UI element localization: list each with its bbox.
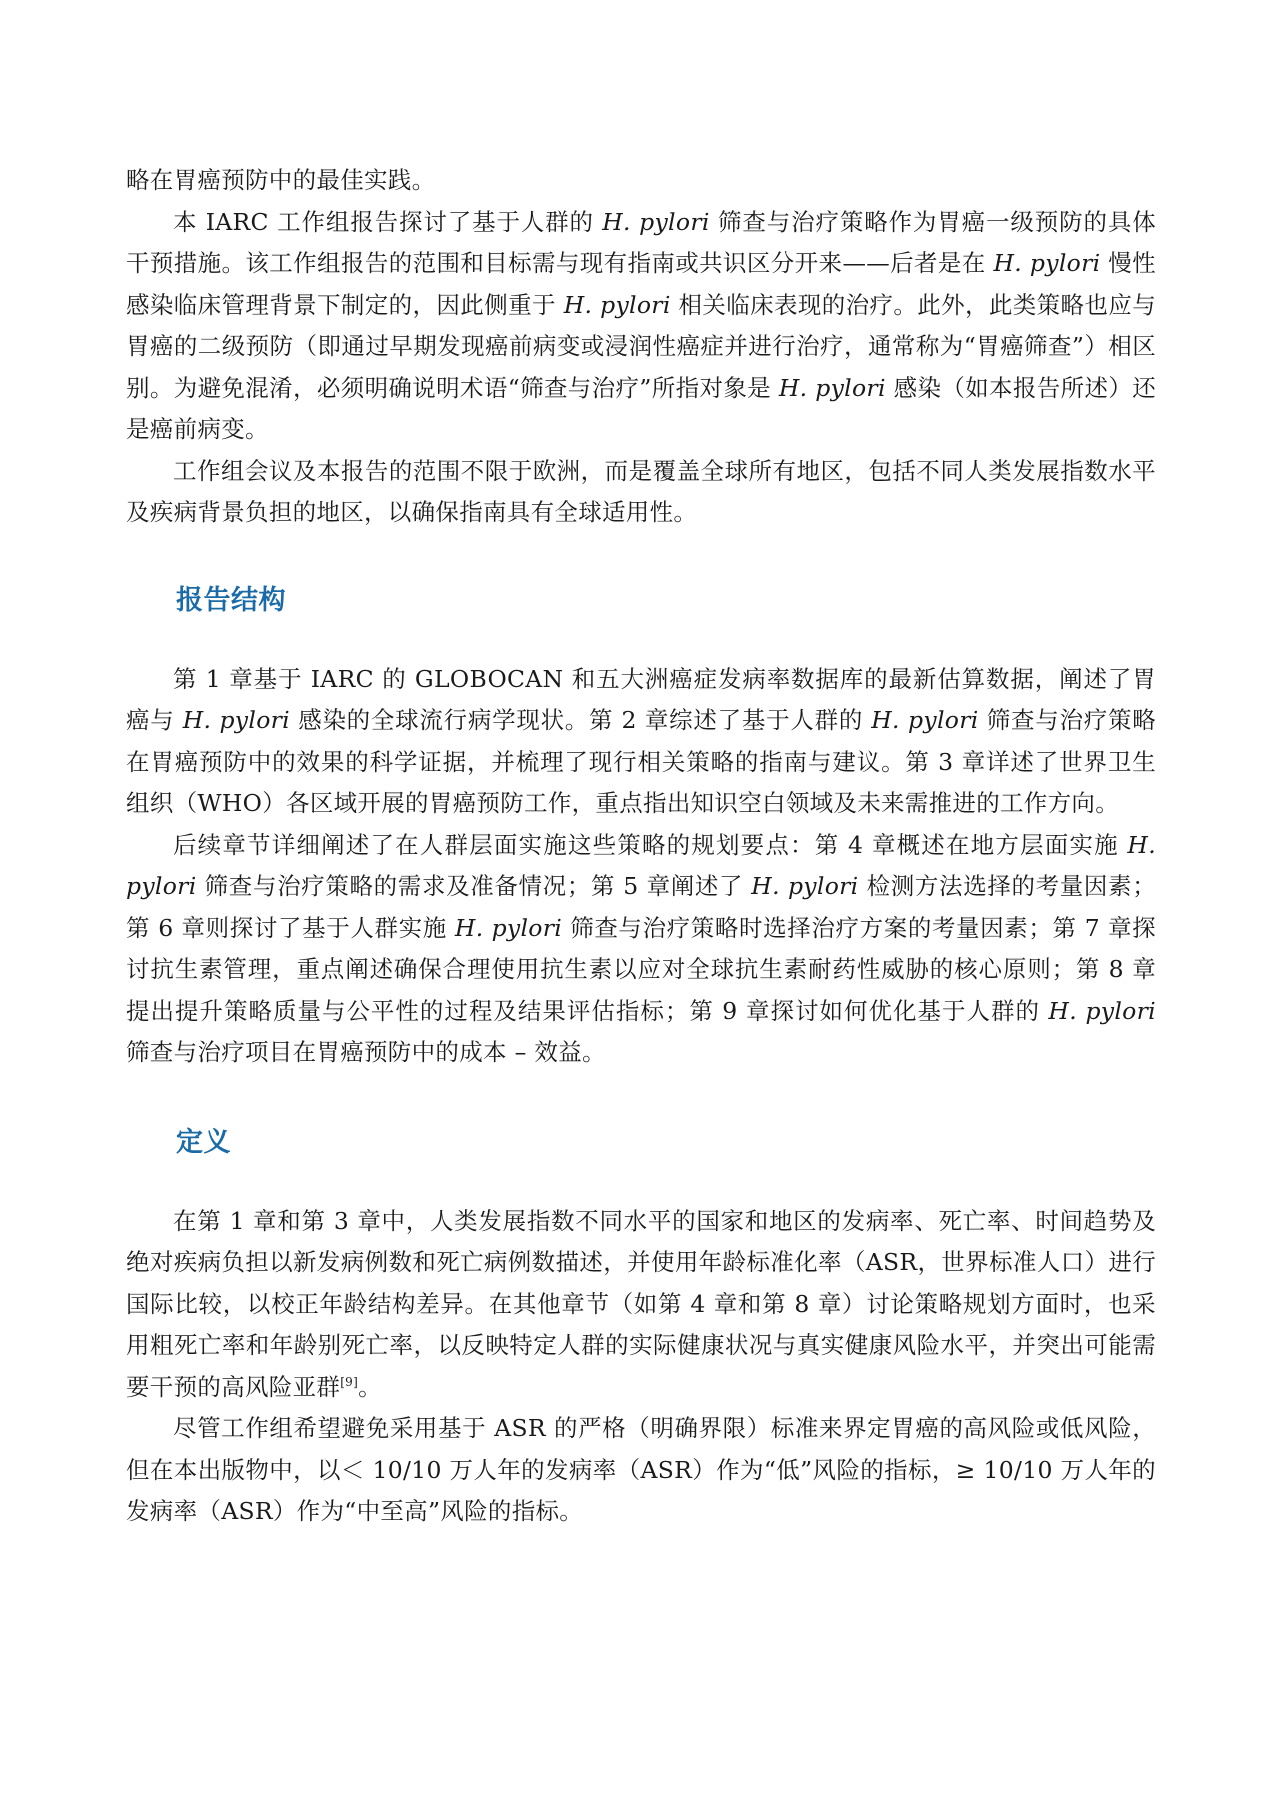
structure-paragraph-2 (126, 825, 1156, 1074)
species-name: H. pylori (602, 207, 710, 236)
document-page (126, 160, 1156, 1533)
text-run: 第 1 章基于 IARC 的 GLOBOCAN 和五大洲癌症发病率数据库的最新估算数据，阐述了胃癌与 (126, 664, 1156, 734)
species-name: H. pylori (563, 290, 671, 319)
text-run: 筛查与治疗项目在胃癌预防中的成本 – 效益。 (126, 1038, 606, 1066)
text-run: 筛查与治疗策略时选择治疗方案的考量因素；第 7 章探讨抗生素管理，重点阐述确保合理使用抗生素以应对全球抗生素耐药性威胁的核心原则；第 8 章提出提升策略质量与公平性的过程及结果评估指标；第 9 章探讨如何优化基于人群的 (126, 913, 1156, 1025)
text-run: 。 (358, 1372, 382, 1401)
text-run: 本 IARC 工作组报告探讨了基于人群的 (173, 207, 603, 236)
section-heading-definitions: 定义 (176, 1126, 231, 1158)
species-name: H. pylori (871, 706, 979, 734)
intro-paragraph-3: 工作组会议及本报告的范围不限于欧洲，而是覆盖全球所有地区，包括不同人类发展指数水平及疾病背景负担的地区，以确保指南具有全球适用性。 (126, 456, 1156, 526)
species-name: H. pylori (778, 373, 886, 402)
definitions-paragraph-2: 尽管工作组希望避免采用基于 ASR 的严格（明确界限）标准来界定胃癌的高风险或低风险，但在本出版物中，以＜ 10/10 万人年的发病率（ASR）作为“低”风险的指标，≥ 10/10 万人年的发病率（ASR）作为“中至高”风险的指标。 (126, 1414, 1156, 1525)
text-run: 感染的全球流行病学现状。第 2 章综述了基于人群的 (290, 706, 872, 734)
text-run: 筛查与治疗策略在胃癌预防中的效果的科学证据，并梳理了现行相关策略的指南与建议。第 3 章详述了世界卫生组织（WHO）各区域开展的胃癌预防工作，重点指出知识空白领域及未来需推进的工作方向。 (126, 706, 1156, 817)
species-name: H. pylori (126, 830, 1156, 900)
text-run: 相关临床表现的治疗。此外，此类策略也应与胃癌的二级预防（即通过早期发现癌前病变或浸润性癌症并进行治疗，通常称为“胃癌筛查”）相区别。为避免混淆，必须明确说明术语“筛查与治疗”所指对象是 (126, 290, 1156, 402)
intro-paragraph-1: 略在胃癌预防中的最佳实践。 (126, 166, 436, 194)
species-name: H. pylori (454, 913, 563, 942)
text-run: 检测方法选择的考量因素；第 6 章则探讨了基于人群实施 (126, 872, 1156, 942)
text-run: 慢性感染临床管理背景下制定的，因此侧重于 (126, 249, 1156, 319)
text-run: 在第 1 章和第 3 章中，人类发展指数不同水平的国家和地区的发病率、死亡率、时间趋势及绝对疾病负担以新发病例数和死亡病例数描述，并使用年龄标准化率（ASR，世界标准人口）进行国际比较，以校正年龄结构差异。在其他章节（如第 4 章和第 8 章）讨论策略规划方面时，也采用粗死亡率和年龄别死亡率，以反映特定人群的实际健康状况与真实健康风险水平，并突出可能需要干预的高风险亚群 (126, 1206, 1156, 1401)
text-run: 感染（如本报告所述）还是癌前病变。 (126, 373, 1156, 443)
text-run: 筛查与治疗策略作为胃癌一级预防的具体干预措施。该工作组报告的范围和目标需与现有指南或共识区分开来——后者是在 (126, 207, 1156, 277)
species-name: H. pylori (993, 249, 1101, 277)
definitions-paragraph-1 (126, 1201, 1156, 1409)
species-name: H. pylori (751, 872, 859, 900)
section-heading-structure: 报告结构 (176, 584, 286, 616)
text-run: 后续章节详细阐述了在人群层面实施这些策略的规划要点：第 4 章概述在地方层面实施 (173, 830, 1128, 859)
text-run: 筛查与治疗策略的需求及准备情况；第 5 章阐述了 (196, 872, 752, 900)
species-name: H. pylori (1048, 996, 1156, 1025)
species-name: H. pylori (182, 706, 290, 734)
intro-paragraph-2 (126, 202, 1156, 451)
reference-marker: [9] (340, 1374, 359, 1389)
structure-paragraph-1 (126, 659, 1156, 825)
